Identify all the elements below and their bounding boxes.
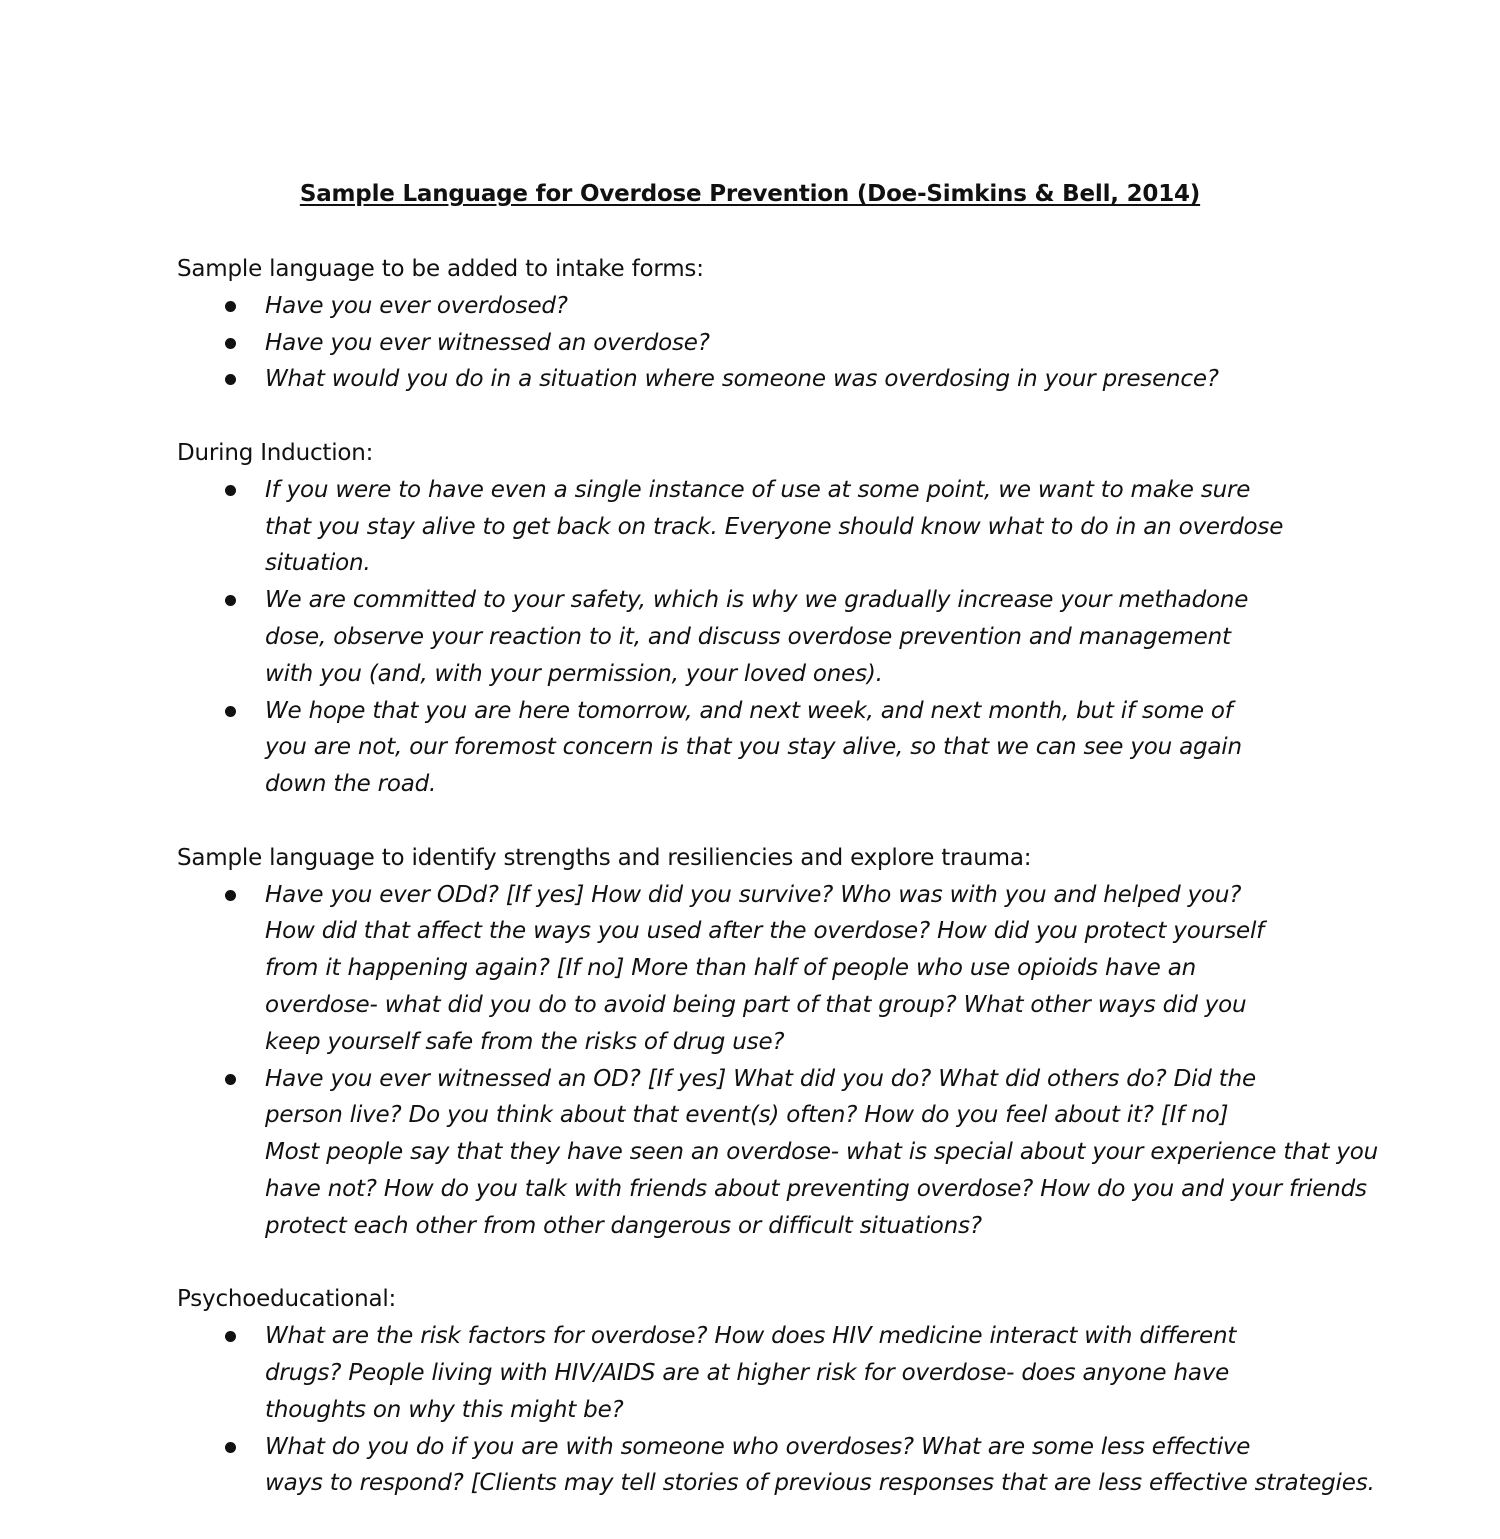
section-during-induction — [177, 435, 1357, 803]
bullet-icon — [225, 890, 236, 901]
list-item-text: protect each other from other dangerous or difficult situations? — [265, 1212, 982, 1239]
list-item — [177, 288, 1357, 325]
bullet-icon — [225, 1442, 236, 1453]
list-item-text: What would you do in a situation where someone was overdosing in your presence? — [265, 366, 1219, 393]
section-strengths-resiliencies — [177, 840, 1379, 1245]
list-item-text: Have you ever overdosed? — [265, 292, 568, 319]
list-item-text: What are the risk factors for overdose? How does HIV medicine interact with different — [265, 1323, 1237, 1350]
bullet-icon — [225, 1331, 236, 1342]
list-item-text: down the road. — [265, 771, 437, 798]
section-heading: Psychoeducational: — [177, 1286, 397, 1313]
list-item-text: you are not, our foremost concern is that you stay alive, so that we can see you again — [265, 734, 1242, 761]
list-item — [177, 472, 1357, 582]
list-item — [177, 1318, 1357, 1428]
section-heading: During Induction: — [177, 439, 374, 466]
list-item — [177, 693, 1357, 803]
list-item-text: Most people say that they have seen an overdose- what is special about your experience that you — [265, 1139, 1379, 1166]
list-item-text: with you (and, with your permission, your loved ones). — [265, 660, 883, 687]
bullet-icon — [225, 1074, 236, 1085]
section-psychoeducational — [177, 1281, 1375, 1502]
list-item-text: We hope that you are here tomorrow, and next week, and next month, but if some of — [265, 697, 1233, 724]
list-item — [177, 325, 1357, 362]
list-item-text: Have you ever witnessed an overdose? — [265, 329, 710, 356]
section-heading: Sample language to identify strengths and resiliencies and explore trauma: — [177, 844, 1032, 871]
list-item — [177, 582, 1357, 692]
list-item-text: situation. — [265, 550, 371, 577]
list-item — [177, 361, 1357, 398]
bullet-icon — [225, 301, 236, 312]
list-item-text: have not? How do you talk with friends about preventing overdose? How do you and your friends — [265, 1175, 1367, 1202]
list-item-text: overdose- what did you do to avoid being part of that group? What other ways did you — [265, 991, 1247, 1018]
list-item-text: We are committed to your safety, which is why we gradually increase your methadone — [265, 587, 1249, 614]
list-item-text: person live? Do you think about that event(s) often? How do you feel about it? [If no] — [265, 1102, 1229, 1129]
bullet-list — [177, 1318, 1375, 1502]
document-body — [177, 251, 1379, 1539]
bullet-icon — [225, 374, 236, 385]
list-item-text: ways to respond? [Clients may tell stories of previous responses that are less effective strategies. — [265, 1470, 1375, 1497]
list-item-text: dose, observe your reaction to it, and discuss overdose prevention and management — [265, 623, 1231, 650]
bullet-icon — [225, 706, 236, 717]
list-item-text: that you stay alive to get back on track. Everyone should know what to do in an overdose — [265, 513, 1284, 540]
list-item-text: thoughts on why this might be? — [265, 1396, 624, 1423]
bullet-list — [177, 877, 1379, 1245]
list-item-text: Have you ever witnessed an OD? [If yes] What did you do? What did others do? Did the — [265, 1065, 1256, 1092]
bullet-icon — [225, 338, 236, 349]
list-item — [177, 1061, 1379, 1245]
section-intake-forms — [177, 251, 1357, 398]
list-item — [177, 877, 1357, 1061]
list-item-text: Have you ever ODd? [If yes] How did you survive? Who was with you and helped you? — [265, 881, 1242, 908]
bullet-list — [177, 288, 1357, 398]
bullet-icon — [225, 485, 236, 496]
bullet-list — [177, 472, 1357, 803]
section-heading: Sample language to be added to intake forms: — [177, 256, 704, 282]
list-item-text: drugs? People living with HIV/AIDS are at higher risk for overdose- does anyone have — [265, 1359, 1230, 1386]
bullet-icon — [225, 595, 236, 606]
list-item — [177, 1429, 1375, 1503]
list-item-text: How did that affect the ways you used after the overdose? How did you protect yourself — [265, 918, 1265, 945]
document-title: Sample Language for Overdose Prevention (Doe-Simkins & Bell, 2014) — [299, 181, 1201, 207]
list-item-text: keep yourself safe from the risks of drug use? — [265, 1028, 785, 1055]
list-item-text: If you were to have even a single instance of use at some point, we want to make sure — [265, 476, 1251, 503]
list-item-text: What do you do if you are with someone who overdoses? What are some less effective — [265, 1433, 1251, 1460]
list-item-text: from it happening again? [If no] More than half of people who use opioids have an — [265, 955, 1196, 982]
